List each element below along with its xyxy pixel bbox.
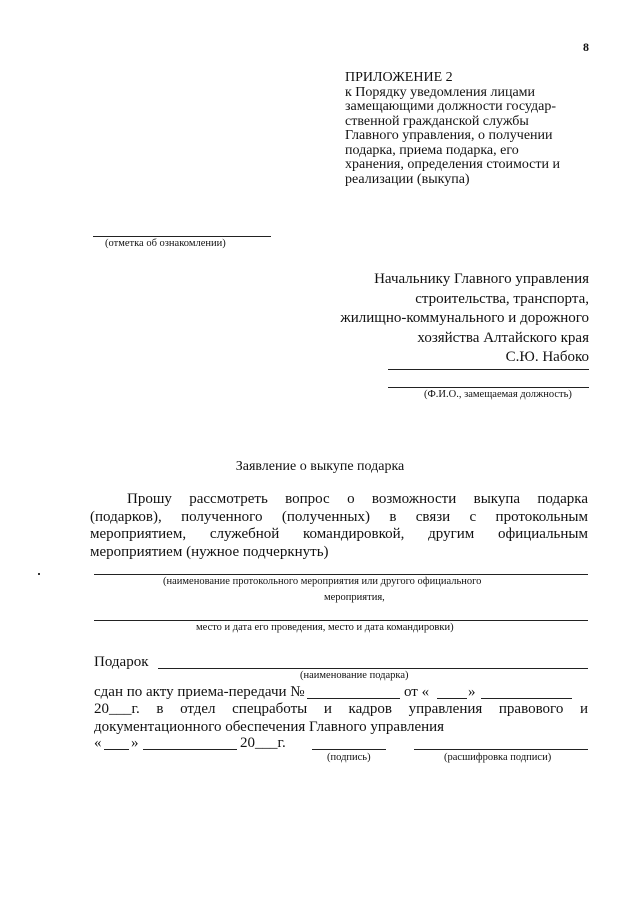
gift-label: Подарок — [94, 654, 149, 670]
date-close: » — [131, 735, 139, 751]
event-line-2 — [94, 620, 588, 621]
addressee-block — [340, 270, 589, 368]
event-caption-2: мероприятия, — [324, 592, 385, 603]
transfer-line-2 — [94, 701, 588, 718]
acknowledgement-caption: (отметка об ознакомлении) — [105, 238, 226, 249]
fio-line-2 — [388, 387, 589, 388]
date-open: « — [94, 735, 102, 751]
date-day-line — [104, 749, 129, 750]
transfer-line-3: документационного обеспечения Главного управления — [94, 719, 445, 735]
request-line: Прошу рассмотреть вопрос о возможности выкупа подарка — [127, 491, 588, 507]
acknowledgement-line — [93, 236, 271, 237]
appendix-line: хранения, определения стоимости и — [345, 157, 560, 172]
margin-dot — [38, 573, 40, 575]
event-line-1 — [94, 574, 588, 575]
appendix-block — [345, 71, 560, 187]
transfer-from: от « — [404, 684, 430, 700]
addressee-line: хозяйства Алтайского края — [417, 329, 589, 346]
signature-caption: (подпись) — [327, 752, 371, 763]
transfer-text: 20___г. в отдел спецработы и кадров управления правового и — [94, 701, 588, 717]
fio-line-1 — [388, 369, 589, 370]
page-number: 8 — [583, 40, 589, 54]
transfer-quote: » — [468, 684, 476, 700]
appendix-line: реализации (выкупа) — [345, 171, 470, 187]
appendix-line: Главного управления, о получении — [345, 128, 553, 143]
act-day-line — [437, 698, 467, 699]
request-line: мероприятием, служебной командировкой, другим официальным — [90, 526, 588, 542]
signature-line — [312, 749, 386, 750]
request-line: мероприятием (нужное подчеркнуть) — [90, 543, 329, 560]
act-number-line — [307, 698, 400, 699]
addressee-line: Начальнику Главного управления — [374, 271, 589, 287]
date-month-line — [143, 749, 237, 750]
event-caption-3: место и дата его проведения, место и дата командировки) — [196, 622, 454, 633]
addressee-name: С.Ю. Набоко — [505, 349, 589, 365]
addressee-line: жилищно-коммунального и дорожного — [340, 310, 589, 326]
addressee-line: строительства, транспорта, — [415, 290, 589, 307]
appendix-line: подарка, приема подарка, его — [345, 142, 519, 158]
fio-caption: (Ф.И.О., замещаемая должность) — [424, 389, 572, 400]
signature-decode-caption: (расшифровка подписи) — [444, 752, 552, 763]
document-title: Заявление о выкупе подарка — [235, 459, 405, 474]
event-caption-1: (наименование протокольного мероприятия или другого официального — [163, 576, 482, 587]
appendix-line: к Порядку уведомления лицами — [345, 84, 536, 100]
transfer-prefix: сдан по акту приема-передачи № — [94, 684, 305, 700]
appendix-line: замещающими должности государ- — [345, 99, 557, 114]
signature-decode-line — [414, 749, 588, 750]
gift-caption: (наименование подарка) — [300, 670, 409, 681]
request-line: (подарков), полученного (полученных) в связи с протокольным — [90, 508, 588, 525]
act-month-line — [481, 698, 572, 699]
gift-line — [158, 668, 588, 669]
appendix-line: ственной гражданской службы — [345, 113, 529, 129]
request-paragraph — [90, 491, 588, 561]
appendix-title: ПРИЛОЖЕНИЕ 2 — [345, 70, 453, 85]
date-year: 20___г. — [240, 735, 286, 751]
